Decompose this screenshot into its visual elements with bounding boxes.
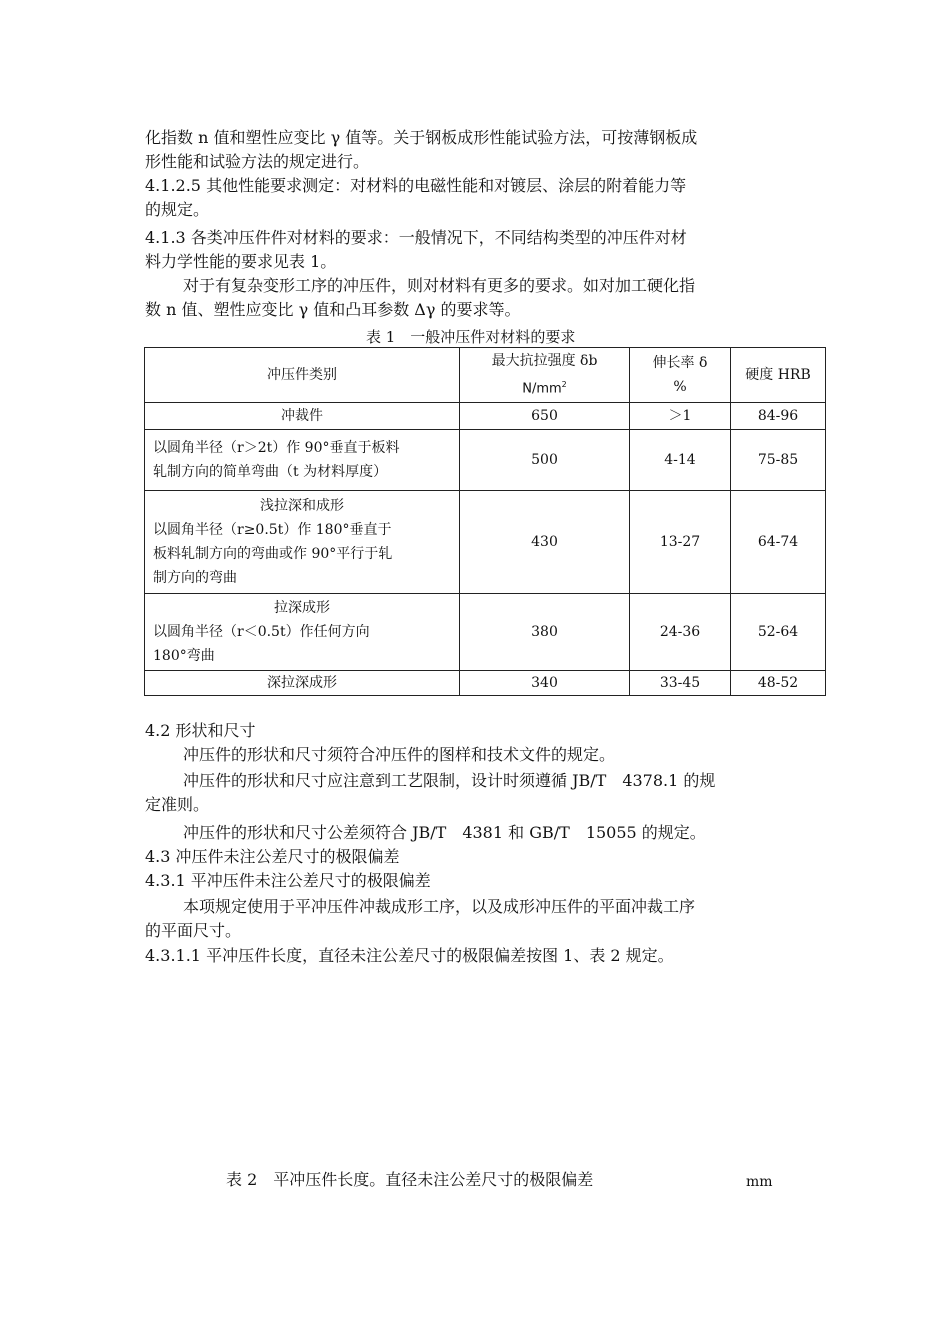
paragraph-line: 的规定。 bbox=[145, 200, 210, 219]
header-strength: 最大抗拉强度 δb $N/mm^2$ bbox=[460, 348, 630, 403]
cell-elongation: 4-14 bbox=[630, 430, 731, 491]
table-row bbox=[145, 403, 826, 430]
paragraph-line: 定准则。 bbox=[145, 795, 210, 814]
header-elongation: 伸长率 δ % bbox=[630, 348, 731, 403]
cell-category: 以圆角半径（r＞2t）作 90°垂直于板料 轧制方向的简单弯曲（t 为材料厚度） bbox=[145, 430, 460, 491]
cell-category: 冲裁件 bbox=[145, 403, 460, 430]
cell-hardness: 75-85 bbox=[731, 430, 826, 491]
paragraph-line: 冲压件的形状和尺寸公差须符合 JB/T 4381 和 GB/T 15055 的规定。 bbox=[183, 823, 706, 842]
cell-strength: 500 bbox=[460, 430, 630, 491]
section-heading: 4.2 形状和尺寸 bbox=[145, 721, 256, 740]
header-hardness: 硬度 HRB bbox=[731, 348, 826, 403]
paragraph-line: 4.1.3 各类冲压件件对材料的要求：一般情况下，不同结构类型的冲压件对材 bbox=[145, 228, 687, 247]
paragraph-line: 4.1.2.5 其他性能要求测定：对材料的电磁性能和对镀层、涂层的附着能力等 bbox=[145, 176, 687, 195]
section-heading: 4.3 冲压件未注公差尺寸的极限偏差 bbox=[145, 847, 400, 866]
cell-elongation: ＞1 bbox=[630, 403, 731, 430]
table-row bbox=[145, 491, 826, 594]
table1-caption: 表 1 一般冲压件对材料的要求 bbox=[366, 328, 576, 346]
cell-hardness: 84-96 bbox=[731, 403, 826, 430]
paragraph-line: 的平面尺寸。 bbox=[145, 921, 242, 940]
cell-hardness: 52-64 bbox=[731, 594, 826, 671]
cell-category: 拉深成形 以圆角半径（r＜0.5t）作任何方向 180°弯曲 bbox=[145, 594, 460, 671]
paragraph-line: 形性能和试验方法的规定进行。 bbox=[145, 152, 370, 171]
table-row bbox=[145, 671, 826, 696]
cell-strength: 650 bbox=[460, 403, 630, 430]
cell-elongation: 24-36 bbox=[630, 594, 731, 671]
subsection-heading: 4.3.1 平冲压件未注公差尺寸的极限偏差 bbox=[145, 871, 431, 890]
cell-hardness: 64-74 bbox=[731, 491, 826, 594]
table2-unit: mm bbox=[746, 1174, 773, 1190]
paragraph-line: 数 n 值、塑性应变比 γ 值和凸耳参数 Δγ 的要求等。 bbox=[145, 300, 521, 319]
cell-elongation: 33-45 bbox=[630, 671, 731, 696]
header-category: 冲压件类别 bbox=[145, 348, 460, 403]
cell-strength: 340 bbox=[460, 671, 630, 696]
table-row bbox=[145, 594, 826, 671]
cell-elongation: 13-27 bbox=[630, 491, 731, 594]
paragraph-line: 料力学性能的要求见表 1。 bbox=[145, 252, 337, 271]
paragraph-line: 本项规定使用于平冲压件冲裁成形工序，以及成形冲压件的平面冲裁工序 bbox=[183, 897, 696, 916]
table1 bbox=[144, 347, 826, 696]
cell-category: 深拉深成形 bbox=[145, 671, 460, 696]
paragraph-line: 冲压件的形状和尺寸须符合冲压件的图样和技术文件的规定。 bbox=[183, 745, 616, 764]
cell-strength: 430 bbox=[460, 491, 630, 594]
paragraph-line: 化指数 n 值和塑性应变比 γ 值等。关于钢板成形性能试验方法，可按薄钢板成 bbox=[145, 128, 698, 147]
subsection-heading: 4.3.1.1 平冲压件长度，直径未注公差尺寸的极限偏差按图 1、表 2 规定。 bbox=[145, 946, 674, 965]
table-header-row bbox=[145, 348, 826, 403]
paragraph-line: 冲压件的形状和尺寸应注意到工艺限制，设计时须遵循 JB/T 4378.1 的规 bbox=[183, 771, 716, 790]
paragraph-line: 对于有复杂变形工序的冲压件，则对材料有更多的要求。如对加工硬化指 bbox=[183, 276, 696, 295]
table-row bbox=[145, 430, 826, 491]
cell-hardness: 48-52 bbox=[731, 671, 826, 696]
cell-category: 浅拉深和成形 以圆角半径（r≥0.5t）作 180°垂直于 板料轧制方向的弯曲或作 90°平行于轧 制方向的弯曲 bbox=[145, 491, 460, 594]
cell-strength: 380 bbox=[460, 594, 630, 671]
table2-caption: 表 2 平冲压件长度。直径未注公差尺寸的极限偏差 bbox=[226, 1170, 594, 1189]
